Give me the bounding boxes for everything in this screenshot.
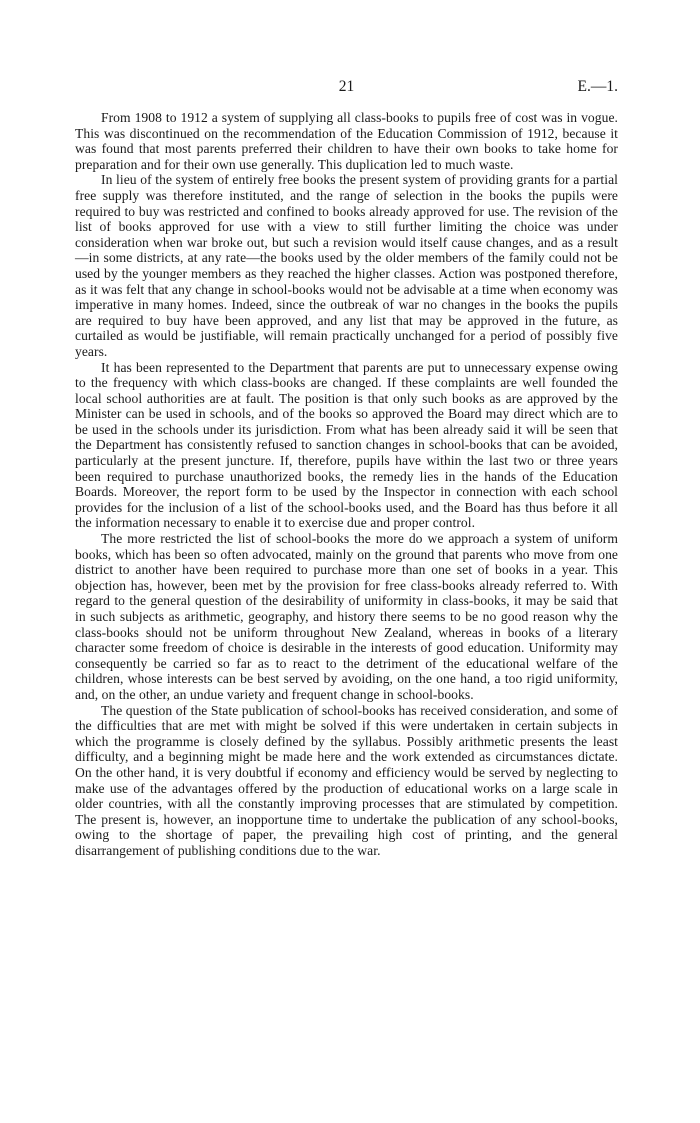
paragraph-partial-free-supply: In lieu of the system of entirely free books the present system of providing grants for a partial free supply was therefore instituted, and the range of selection in the books the pupils were required to buy was restricted and confined to books already approved for use. The revision of the list of books approved for use with a view to still further limiting the choice was under consideration when war broke out, but such a revision would itself cause changes, and as a result—in some districts, at any rate—the books used by the older members of the family could not be used by the younger members as they reached the higher classes. Action was postponed therefore, as it was felt that any change in school-books would not be advisable at a time when economy was imperative in many homes. Indeed, since the outbreak of war no changes in the books the pupils are required to buy have been approved, and any list that may be approved in the future, as curtailed as would be justifiable, will remain practically unchanged for a period of possibly five years. xyxy=(75,172,618,359)
body-text xyxy=(75,110,618,859)
page-number: 21 xyxy=(338,78,355,95)
document-page xyxy=(75,78,618,859)
paragraph-unnecessary-expense: It has been represented to the Department that parents are put to unnecessary expense owing to the frequency with which class-books are changed. If these complaints are well founded the local school authorities are at fault. The position is that only such books as are approved by the Minister can be used in schools, and of the books so approved the Board may direct which are to be used in the schools under its jurisdiction. From what has been already said it will be seen that the Department has consistently refused to sanction changes in school-books that can be avoided, particularly at the present juncture. If, therefore, pupils have within the last two or three years been required to purchase unauthorized books, the remedy lies in the hands of the Education Boards. Moreover, the report form to be used by the Inspector in connection with each school provides for the inclusion of a list of the school-books used, and the Board has thus before it all the information necessary to enable it to exercise due and proper control. xyxy=(75,359,618,531)
page-header xyxy=(75,78,618,100)
paragraph-state-publication: The question of the State publication of school-books has received consideration, and some of the difficulties that are met with might be solved if this were undertaken in certain subjects in which the programme is closely defined by the syllabus. Possibly arithmetic presents the least difficulty, and a beginning might be made here and the work extended as circumstances dictate. On the other hand, it is very doubtful if economy and efficiency would be served by neglecting to make use of the advantages offered by the production of educational works on a large scale in older countries, with all the constantly improving processes that are stimulated by competition. The present is, however, an inopportune time to undertake the publication of any school-books, owing to the shortage of paper, the prevailing high cost of printing, and the general disarrangement of publishing conditions due to the war. xyxy=(75,702,618,858)
document-reference: E.—1. xyxy=(577,78,618,95)
paragraph-free-class-books: From 1908 to 1912 a system of supplying all class-books to pupils free of cost was in vogue. This was discontinued on the recommendation of the Education Commission of 1912, because it was found that most parents preferred their children to have their own books to take home for preparation and for their own use generally. This duplication led to much waste. xyxy=(75,110,618,172)
paragraph-uniform-books: The more restricted the list of school-books the more do we approach a system of uniform books, which has been so often advocated, mainly on the ground that parents who move from one district to another have been required to purchase more than one set of books in a year. This objection has, however, been met by the provision for free class-books already referred to. With regard to the general question of the desirability of uniformity in class-books, it may be said that in such subjects as arithmetic, geography, and history there seems to be no good reason why the class-books should not be uniform throughout New Zealand, whereas in books of a literary character some freedom of choice is desirable in the interests of good education. Uniformity may consequently be carried so far as to react to the detriment of the educational welfare of the children, whose interests can be best served by avoiding, on the one hand, a too rigid uniformity, and, on the other, an undue variety and frequent change in school-books. xyxy=(75,531,618,702)
